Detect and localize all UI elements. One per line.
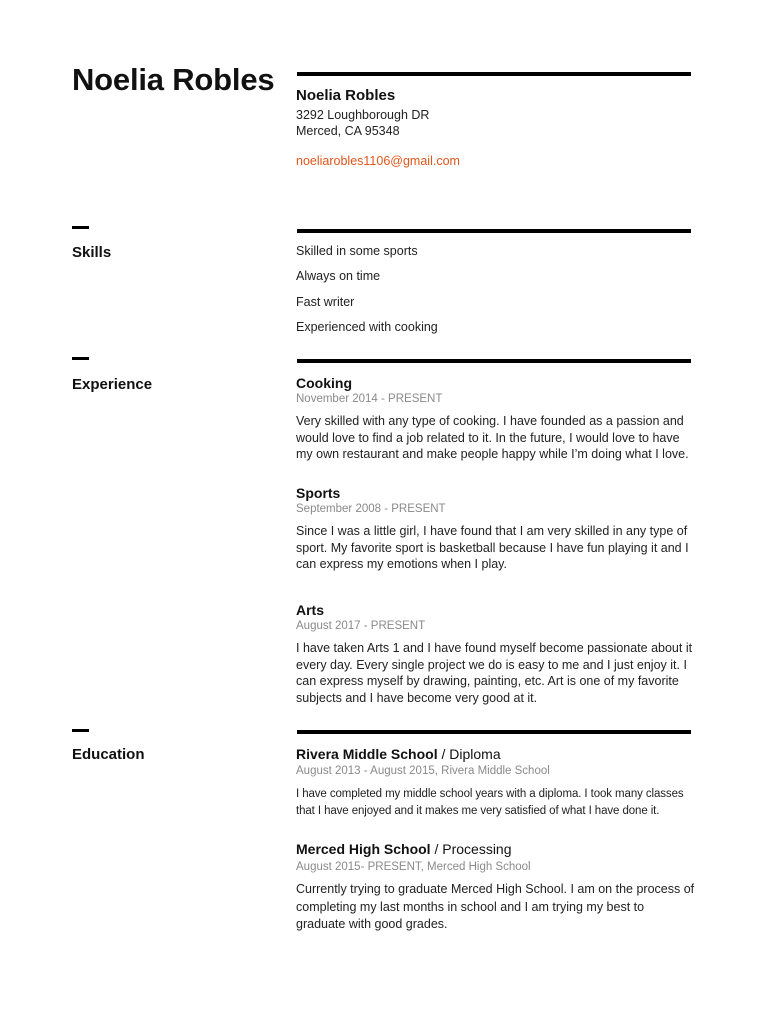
education-entry: [296, 746, 696, 819]
skills-heading: Skills: [72, 244, 112, 261]
job-description: I have taken Arts 1 and I have found myself become passionate about it every day. Every single project we do is easy to me and I just enjoy it. I can express myself by drawing, painting, etc. Art is one of my favorite subjects and I have become very good at it.: [296, 641, 693, 705]
skill-item: Always on time: [296, 269, 381, 283]
job-title: Cooking: [296, 375, 352, 391]
section-divider: [297, 730, 691, 734]
experience-entry: [296, 602, 696, 706]
job-title: Sports: [296, 485, 341, 501]
section-divider: [297, 72, 691, 76]
education-entry: [296, 841, 696, 934]
section-dash: [72, 226, 89, 229]
contact-block: [296, 87, 696, 168]
job-date: September 2008 - PRESENT: [296, 503, 446, 515]
skill-item: Fast writer: [296, 295, 355, 309]
job-date: August 2017 - PRESENT: [296, 620, 426, 632]
experience-heading: Experience: [72, 376, 153, 393]
education-title: [296, 746, 696, 764]
section-divider: [297, 359, 691, 363]
title-separator: /: [430, 841, 443, 857]
address-line-2: Merced, CA 95348: [296, 124, 400, 138]
contact-name: Noelia Robles: [296, 87, 396, 104]
section-dash: [72, 729, 89, 732]
section-divider: [297, 229, 691, 233]
job-title: Arts: [296, 602, 325, 618]
degree-name: Processing: [442, 841, 512, 857]
section-dash: [72, 357, 89, 360]
experience-entry: [296, 485, 696, 573]
school-name: Rivera Middle School: [296, 746, 438, 762]
skill-item: Experienced with cooking: [296, 320, 438, 334]
page-title: Noelia Robles: [72, 62, 275, 97]
education-date: August 2013 - August 2015, Rivera Middle School: [296, 765, 550, 777]
skill-item: Skilled in some sports: [296, 244, 418, 258]
experience-entry: [296, 375, 696, 463]
education-description: Currently trying to graduate Merced High School. I am on the process of completing my last months in school and I am trying my best to graduate with good grades.: [296, 882, 695, 931]
address-line-1: 3292 Loughborough DR: [296, 108, 430, 122]
education-heading: Education: [72, 746, 145, 763]
job-date: November 2014 - PRESENT: [296, 393, 443, 405]
school-name: Merced High School: [296, 841, 431, 857]
title-separator: /: [437, 746, 450, 762]
education-title: [296, 841, 696, 859]
education-description: I have completed my middle school years with a diploma. I took many classes that I have enjoyed and it makes me very satisfied of what I have done it.: [296, 788, 684, 817]
education-date: August 2015- PRESENT, Merced High School: [296, 861, 531, 873]
job-description: Since I was a little girl, I have found that I am very skilled in any type of sport. My favorite sport is basketball because I have fun playing it and I can express my emotions when I play.: [296, 524, 689, 571]
degree-name: Diploma: [449, 746, 501, 762]
email-link[interactable]: noeliarobles1106@gmail.com: [296, 154, 460, 168]
job-description: Very skilled with any type of cooking. I have founded as a passion and would love to find a job related to it. In the future, I would love to have my own restaurant and make people happy while I’m doing what I love.: [296, 414, 689, 461]
